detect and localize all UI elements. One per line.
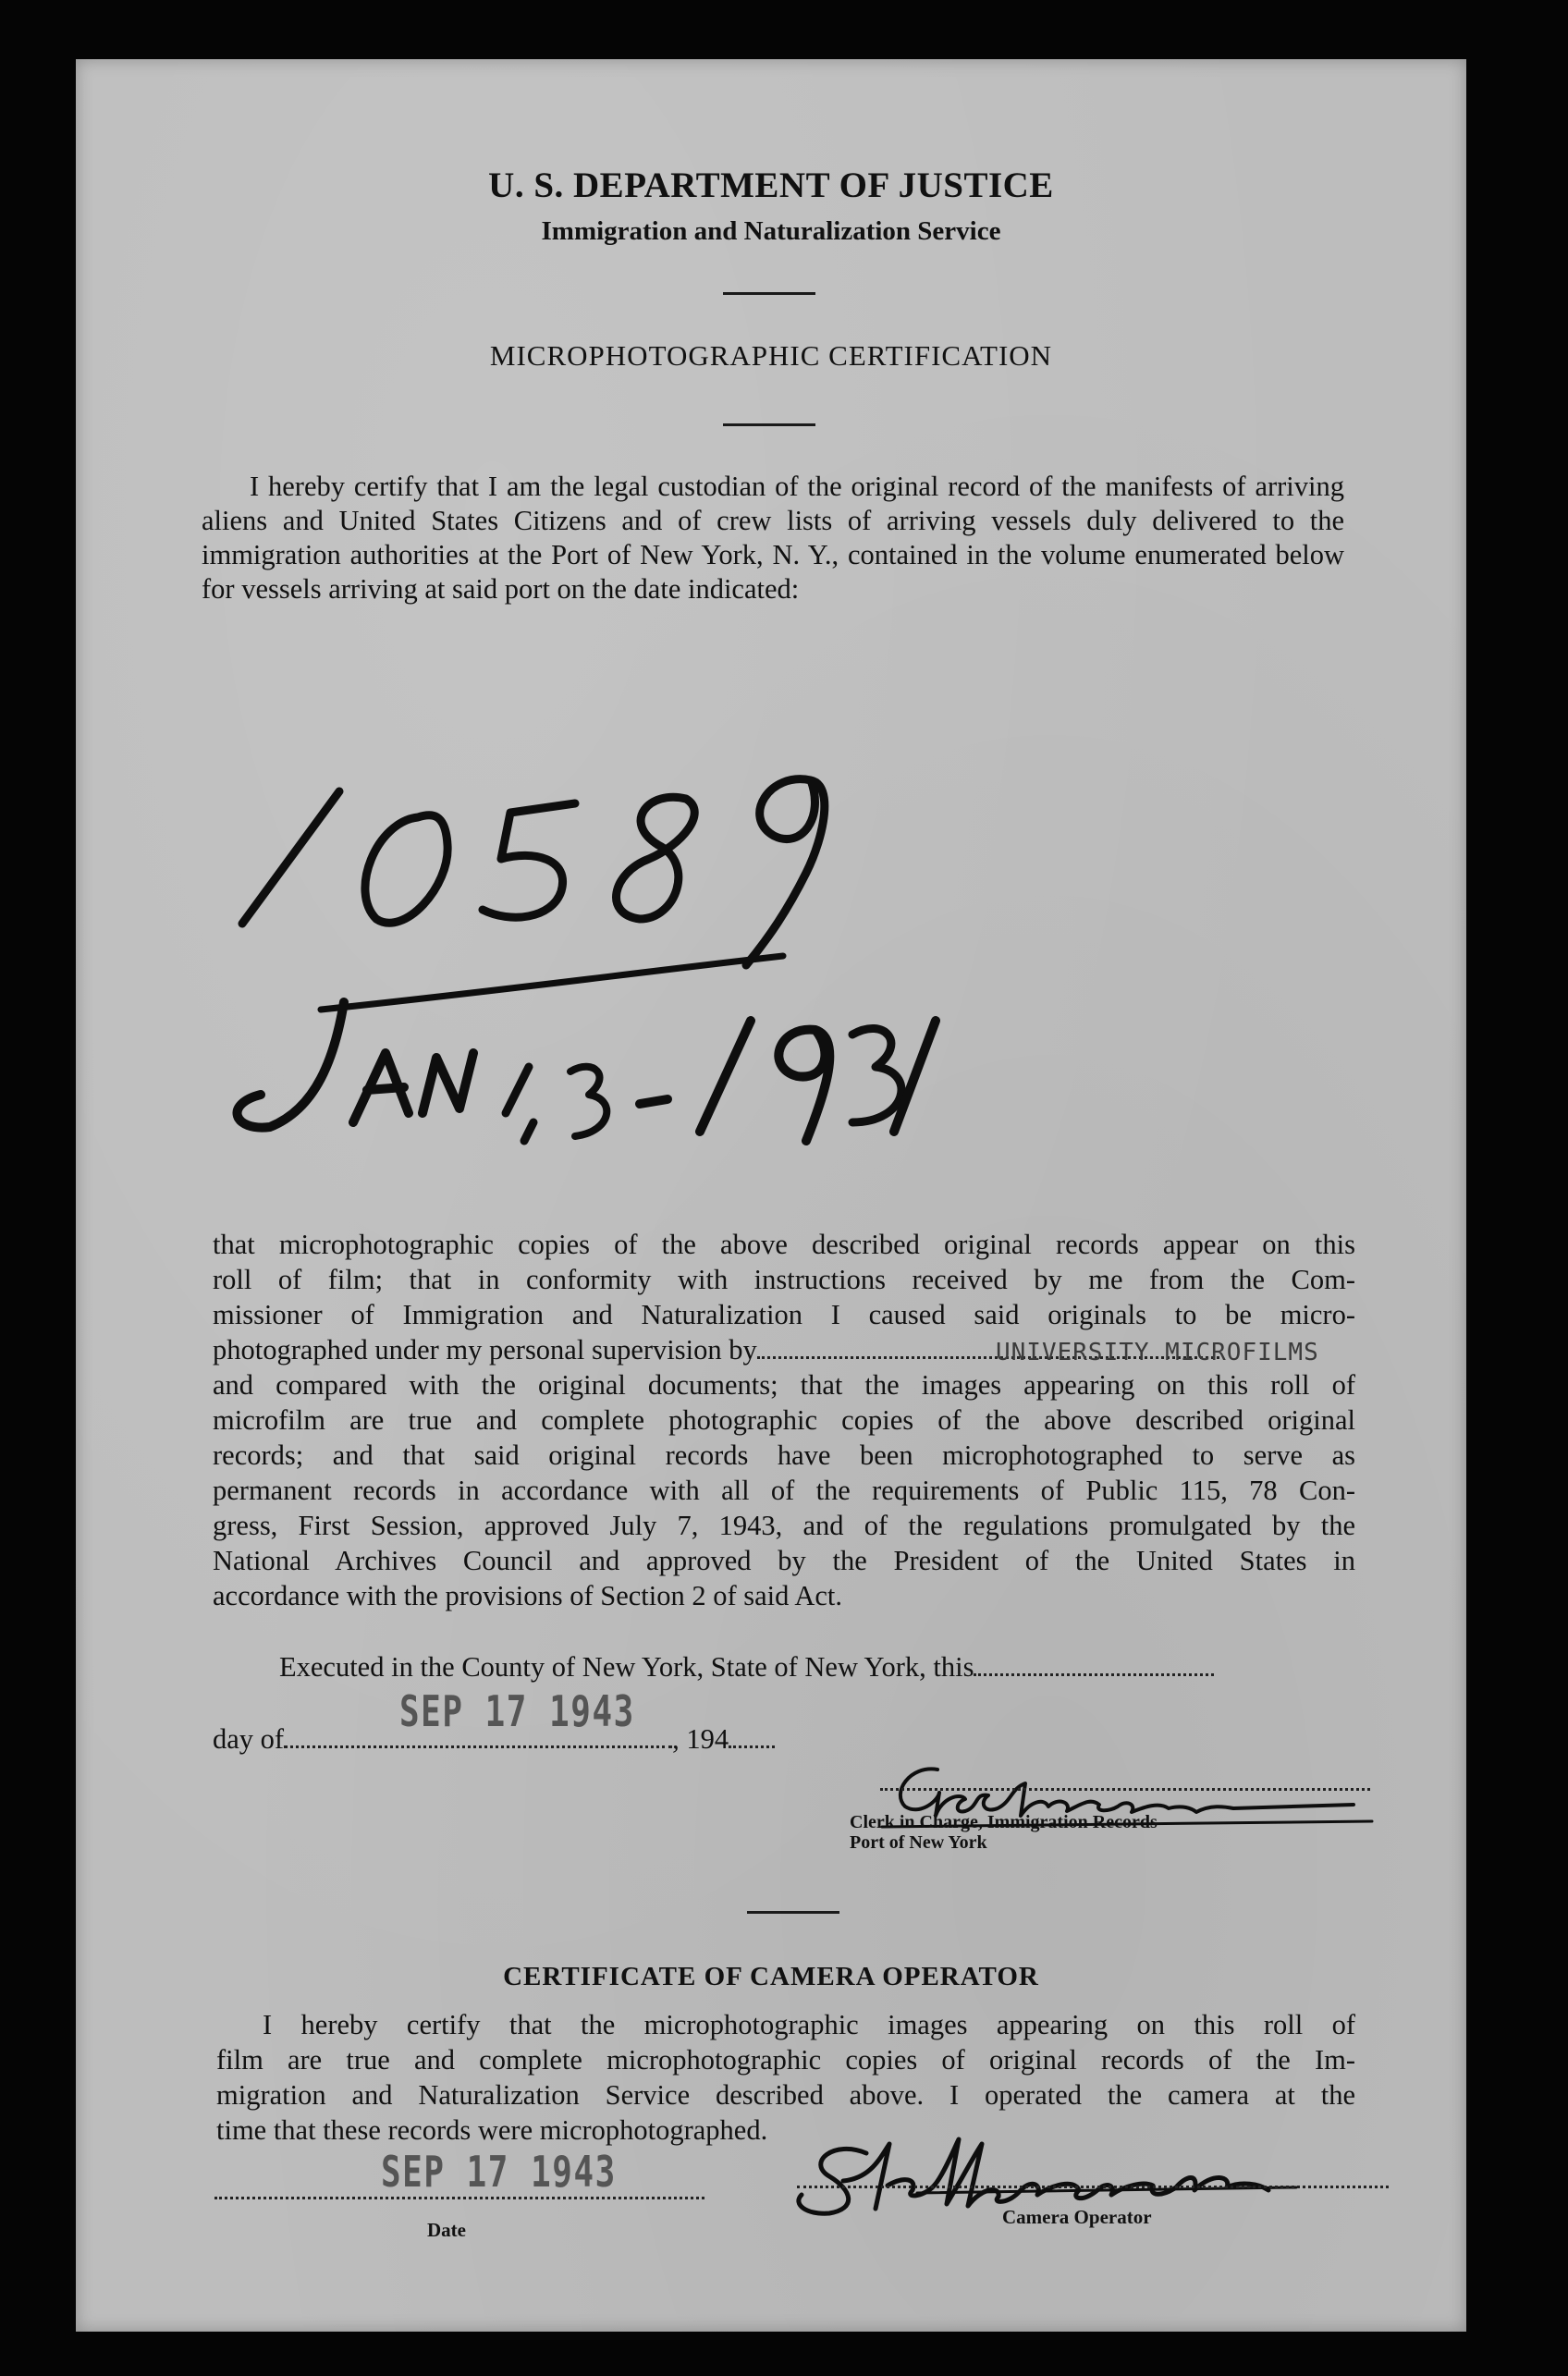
agency-heading: U. S. DEPARTMENT OF JUSTICE [488, 165, 1054, 205]
day-of-line [213, 1723, 775, 1756]
body-line: roll of film; that in conformity with instructions received by me from the Com- [213, 1264, 1355, 1295]
body-line: accordance with the provisions of Section 2 of said Act. [213, 1580, 842, 1611]
body-line: that microphotographic copies of the above described original records appear on this [213, 1229, 1355, 1260]
body-line: records; and that said original records have been microphotographed to serve as [213, 1439, 1355, 1471]
day-of-label: day of [213, 1723, 285, 1755]
camera-line: time that these records were microphotographed. [216, 2114, 768, 2146]
service-subheading: Immigration and Naturalization Service [541, 216, 1001, 246]
body-line: permanent records in accordance with all of the requirements of Public 115, 78 Con- [213, 1475, 1355, 1506]
body-line: National Archives Council and approved by the President of the United States in [213, 1545, 1355, 1576]
clerk-title [850, 1812, 1158, 1853]
clerk-signature-line [880, 1788, 1370, 1791]
body-line: gress, First Session, approved July 7, 1943, and of the regulations promulgated by the [213, 1510, 1355, 1541]
handwritten-entry [205, 688, 1333, 1224]
body-line: missioner of Immigration and Naturalization I caused said originals to be micro- [213, 1299, 1355, 1330]
camera-line: migration and Naturalization Service described above. I operated the camera at the [216, 2079, 1355, 2111]
executed-line [279, 1651, 1214, 1684]
intro-paragraph: I hereby certify that I am the legal custodian of the original record of the manifests of arriving aliens and United States Citizens and of crew lists of arriving vessels duly delivered to the immigration authorities at the Port of New York, N. Y., contained in the volume enumerated below for vessels arriving at said port on the date indicated: [202, 471, 1344, 605]
camera-line: I hereby certify that the microphotographic images appearing on this roll of [263, 2009, 1355, 2040]
divider [723, 423, 815, 426]
camera-line: film are true and complete microphotographic copies of original records of the Im- [216, 2044, 1355, 2076]
certification-title: MICROPHOTOGRAPHIC CERTIFICATION [489, 339, 1053, 372]
month-blank [284, 1725, 672, 1748]
operator-signature-line [797, 2186, 1389, 2188]
date-stamp: SEP 17 1943 [399, 1686, 635, 1736]
year-blank [729, 1725, 775, 1748]
certification-body [213, 1228, 1355, 1614]
date-line [214, 2197, 704, 2199]
divider [747, 1911, 839, 1914]
date-label: Date [427, 2219, 466, 2241]
clerk-title-line: Clerk in Charge, Immigration Records [850, 1812, 1158, 1832]
operator-label: Camera Operator [1002, 2206, 1152, 2228]
handwritten-volume-number [242, 779, 825, 965]
divider [723, 292, 815, 295]
clerk-title-line: Port of New York [850, 1832, 987, 1853]
operator-date-stamp: SEP 17 1943 [381, 2147, 617, 2197]
certificate-page [76, 59, 1466, 2332]
camera-operator-title: CERTIFICATE OF CAMERA OPERATOR [503, 1962, 1039, 1991]
body-line: microfilm are true and complete photographic copies of the above described original [213, 1404, 1355, 1436]
executed-text: Executed in the County of New York, State of New York, this [279, 1651, 974, 1683]
body-line: and compared with the original documents; that the images appearing on this roll of [213, 1369, 1355, 1401]
body-line: photographed under my personal supervision by [213, 1334, 757, 1366]
handwritten-date [238, 956, 936, 1141]
day-blank [974, 1653, 1214, 1676]
year-prefix: , 194 [672, 1723, 729, 1755]
microfilm-company-stamp: UNIVERSITY MICROFILMS [996, 1339, 1319, 1366]
